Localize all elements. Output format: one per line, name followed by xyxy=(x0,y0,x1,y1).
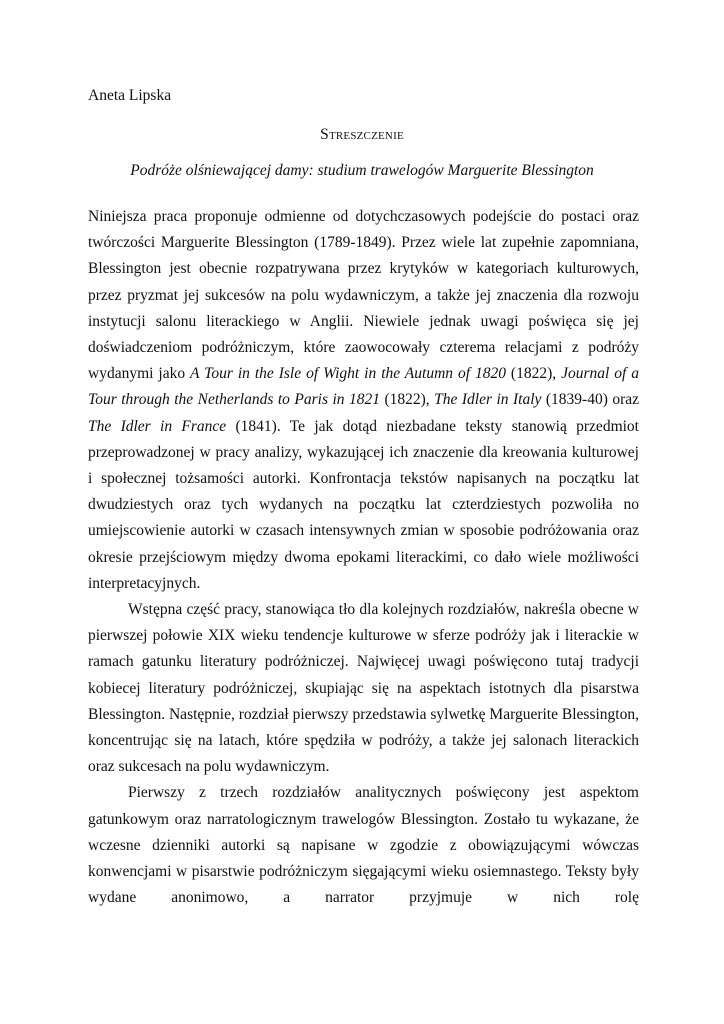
book-title: A Tour in the Isle of Wight in the Autumn of 1820 xyxy=(190,365,506,383)
abstract-body xyxy=(88,204,639,911)
author-name: Aneta Lipska xyxy=(88,87,172,104)
paragraph-2: Wstępna część pracy, stanowiąca tło dla kolejnych rozdziałów, nakreśla obecne w pierwszej połowie XIX wieku tendencje kulturowe w sferze podróży jak i literackie w ramach gatunku literatury podróżniczej. Najwięcej uwagi poświęcono tutaj tradycji kobiecej literatury podróżniczej, skupiając się na aspektach istotnych dla pisarstwa Blessington. Następnie, rozdział pierwszy przedstawia sylwetkę Marguerite Blessington, koncentrując się na latach, które spędziła w podróży, a także jej salonach literackich oraz sukcesach na polu wydawniczym. xyxy=(88,601,639,776)
book-title: Journal of a Tour through the Netherlands to Paris in 1821 xyxy=(88,365,639,409)
book-title: The Idler in France xyxy=(88,417,227,435)
thesis-subtitle: Podróże olśniewającej damy: studium trawelogów Marguerite Blessington xyxy=(130,162,594,179)
paragraph-1: Niniejsza praca proponuje odmienne od dotychczasowych podejście do postaci oraz twórczości Marguerite Blessington (1789-1849). Przez wiele lat zupełnie zapomniana, Blessington jest obecnie rozpatrywana przez krytyków w kategoriach kulturowych, przez pryzmat jej sukcesów na polu wydawniczym, a także jej znaczenia dla rozwoju instytucji salonu literackiego w Anglii. Niewiele jednak uwagi poświęca się jej doświadczeniom podróżniczym, które zaowocowały czterema relacjami z podróży wydanymi jako A Tour in the Isle of Wight in the Autumn of 1820 (1822), Journal of a Tour through the Netherlands to Paris in 1821 (1822), The Idler in Italy (1839-40) oraz The Idler in France (1841). Te jak dotąd niezbadane teksty stanowią przedmiot przeprowadzonej w pracy analizy, wykazującej ich znaczenie dla kreowania kulturowej i społecznej tożsamości autorki. Konfrontacja tekstów napisanych na początku lat dwudziestych oraz tych wydanych na początku lat czterdziestych pozwoliła no umiejscowienie autorki w czasach intensywnych zmian w sposobie podróżowania oraz okresie przejściowym między dwoma epokami literackimi, co dało wiele możliwości interpretacyjnych. xyxy=(88,208,640,592)
section-heading: Streszczenie xyxy=(320,126,404,143)
paragraph-3: Pierwszy z trzech rozdziałów analitycznych poświęcony jest aspektom gatunkowym oraz narratologicznym trawelogów Blessington. Zostało tu wykazane, że wczesne dzienniki autorki są napisane w zgodzie z obowiązującymi wówczas konwencjami w pisarstwie podróżniczym sięgającymi wieku osiemnastego. Teksty były wydane anonimowo, a narrator przyjmuje w nich rolę xyxy=(88,784,639,907)
book-title: The Idler in Italy xyxy=(434,391,542,409)
